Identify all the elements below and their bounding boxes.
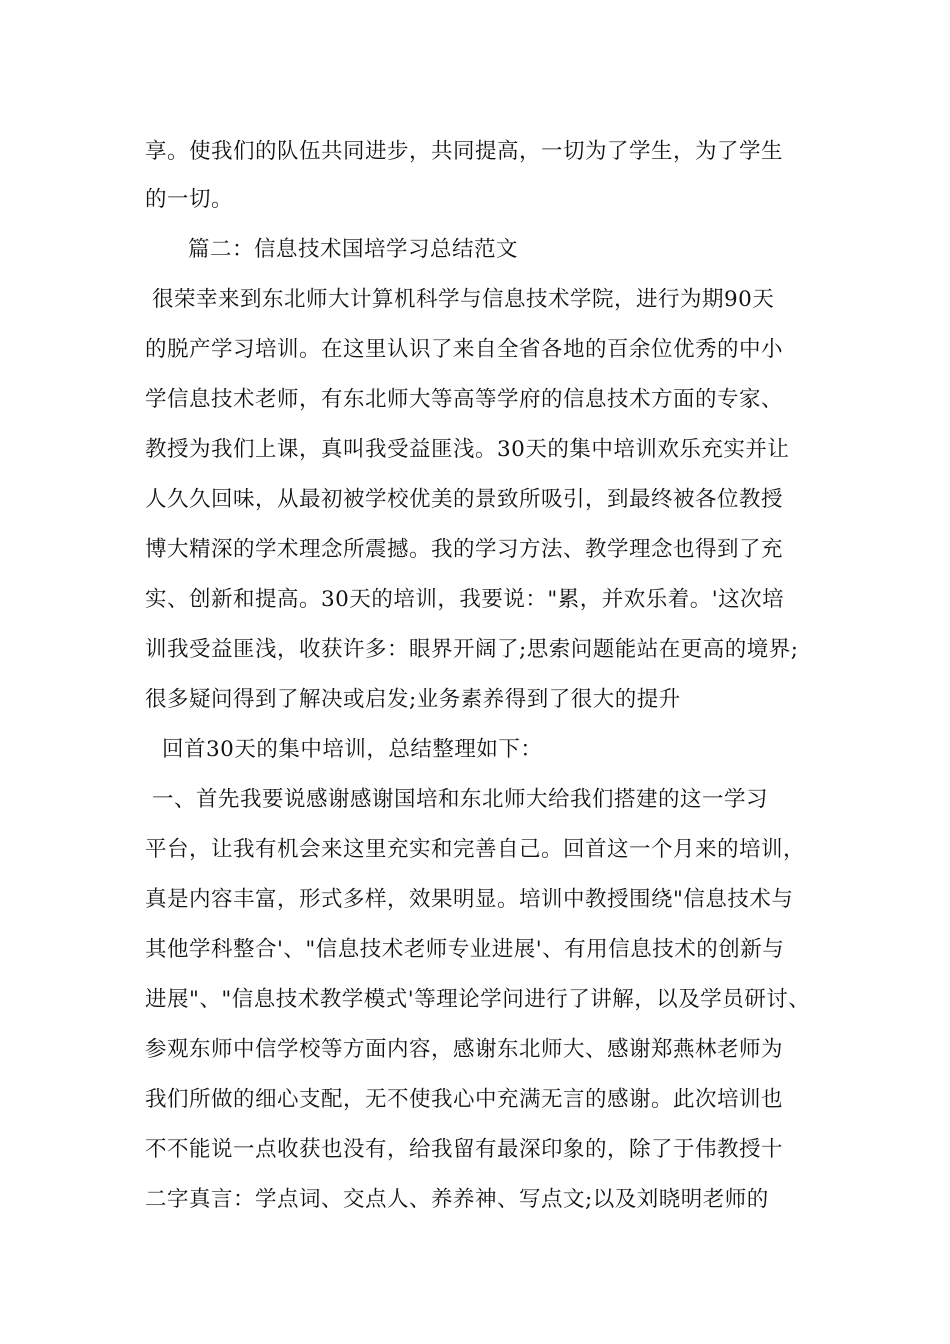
text-line: 一、首先我要说感谢感谢国培和东北师大给我们搭建的这一学习 [152,787,769,812]
text-line: 训我受益匪浅，收获许多：眼界开阔了;思索问题能站在更高的境界; [145,637,799,662]
text-line: 我们所做的细心支配，无不使我心中充满无言的感谢。此次培训也 [145,1087,784,1112]
text-line: 很荣幸来到东北师大计算机科学与信息技术学院，进行为期90天 [152,287,775,312]
text-line: 教授为我们上课，真叫我受益匪浅。30天的集中培训欢乐充实并让 [145,437,790,462]
section-heading: 篇二：信息技术国培学习总结范文 [188,237,519,262]
text-line: 进展"、"信息技术教学模式'等理论学问进行了讲解，以及学员研讨、 [145,987,811,1012]
text-line: 回首30天的集中培训，总结整理如下： [162,737,543,762]
text-line: 博大精深的学术理念所震撼。我的学习方法、教学理念也得到了充 [145,537,784,562]
text-line: 人久久回味，从最初被学校优美的景致所吸引，到最终被各位教授 [145,487,784,512]
text-line: 真是内容丰富，形式多样，效果明显。培训中教授围绕"信息技术与 [145,887,794,912]
text-line: 平台，让我有机会来这里充实和完善自己。回首这一个月来的培训， [145,837,806,862]
text-line: 不不能说一点收获也没有，给我留有最深印象的，除了于伟教授十 [145,1137,784,1162]
text-line: 二字真言：学点词、交点人、养养神、写点文;以及刘晓明老师的 [145,1187,769,1212]
text-line: 其他学科整合'、"信息技术老师专业进展'、有用信息技术的创新与 [145,937,785,962]
text-line: 学信息技术老师，有东北师大等高等学府的信息技术方面的专家、 [145,387,784,412]
text-line: 参观东师中信学校等方面内容，感谢东北师大、感谢郑燕林老师为 [145,1037,784,1062]
text-line: 的脱产学习培训。在这里认识了来自全省各地的百余位优秀的中小 [145,337,784,362]
text-line: 实、创新和提高。30天的培训，我要说："累，并欢乐着。'这次培 [145,587,785,612]
text-line: 享。使我们的队伍共同进步，共同提高，一切为了学生，为了学生 [145,139,784,164]
text-line: 很多疑问得到了解决或启发;业务素养得到了很大的提升 [145,687,681,712]
text-line: 的一切。 [145,187,234,212]
